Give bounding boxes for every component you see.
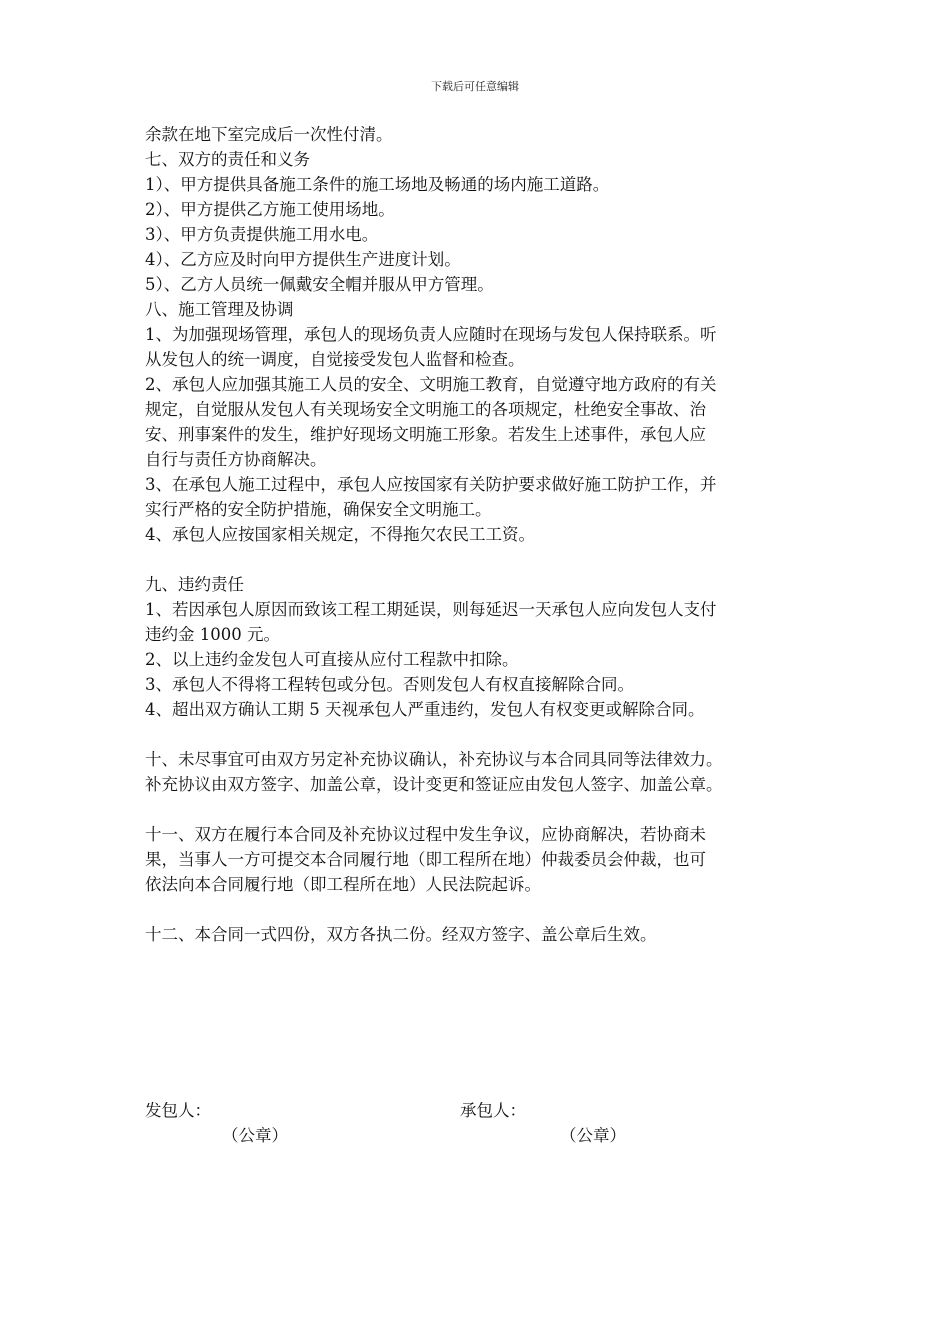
text-line: 七、双方的责任和义务	[145, 150, 310, 169]
text-line: 5）、乙方人员统一佩戴安全帽并服从甲方管理。	[145, 275, 494, 294]
text-line: 十二、本合同一式四份，双方各执二份。经双方签字、盖公章后生效。	[145, 925, 657, 944]
text-line: 3、在承包人施工过程中，承包人应按国家有关防护要求做好施工防护工作，并	[145, 475, 717, 494]
text-line: 4、承包人应按国家相关规定，不得拖欠农民工工资。	[145, 525, 535, 544]
text-line: 3）、甲方负责提供施工用水电。	[145, 225, 379, 244]
text-line: 补充协议由双方签字、加盖公章，设计变更和签证应由发包人签字、加盖公章。	[145, 775, 723, 794]
blank-line	[145, 897, 825, 922]
text-line: 十一、双方在履行本合同及补充协议过程中发生争议，应协商解决，若协商未	[145, 825, 706, 844]
text-line: 2）、甲方提供乙方施工使用场地。	[145, 200, 395, 219]
text-line: 4）、乙方应及时向甲方提供生产进度计划。	[145, 250, 461, 269]
text-line: 4、超出双方确认工期 5 天视承包人严重违约，发包人有权变更或解除合同。	[145, 700, 705, 719]
text-line: 3、承包人不得将工程转包或分包。否则发包人有权直接解除合同。	[145, 675, 634, 694]
text-line: 从发包人的统一调度，自觉接受发包人监督和检查。	[145, 350, 525, 369]
text-line: 1、为加强现场管理，承包人的现场负责人应随时在现场与发包人保持联系。听	[145, 325, 717, 344]
blank-line	[145, 547, 825, 572]
party-a-label: 发包人：	[145, 1101, 211, 1120]
text-line: 实行严格的安全防护措施，确保安全文明施工。	[145, 500, 492, 519]
text-line: 2、以上违约金发包人可直接从应付工程款中扣除。	[145, 650, 519, 669]
text-line: 自行与责任方协商解决。	[145, 450, 327, 469]
text-line: 2、承包人应加强其施工人员的安全、文明施工教育，自觉遵守地方政府的有关	[145, 375, 717, 394]
text-line: 安、刑事案件的发生，维护好现场文明施工形象。若发生上述事件，承包人应	[145, 425, 706, 444]
blank-line	[145, 722, 825, 747]
text-line: 违约金 1000 元。	[145, 625, 280, 644]
text-line: 规定，自觉服从发包人有关现场安全文明施工的各项规定，杜绝安全事故、治	[145, 400, 706, 419]
download-note: 下载后可任意编辑	[431, 80, 519, 93]
text-line: 依法向本合同履行地（即工程所在地）人民法院起诉。	[145, 875, 541, 894]
contract-body	[145, 122, 825, 947]
party-b-label: 承包人：	[460, 1101, 526, 1120]
blank-line	[145, 797, 825, 822]
text-line: 1、若因承包人原因而致该工程工期延误，则每延迟一天承包人应向发包人支付	[145, 600, 717, 619]
text-line: 果，当事人一方可提交本合同履行地（即工程所在地）仲裁委员会仲裁，也可	[145, 850, 706, 869]
text-line: 余款在地下室完成后一次性付清。	[145, 125, 393, 144]
text-line: 八、施工管理及协调	[145, 300, 294, 319]
text-line: 十、未尽事宜可由双方另定补充协议确认，补充协议与本合同具同等法律效力。	[145, 750, 723, 769]
text-line: 九、违约责任	[145, 575, 244, 594]
party-b-seal: （公章）	[560, 1126, 626, 1145]
party-a-seal: （公章）	[222, 1126, 288, 1145]
text-line: 1）、甲方提供具备施工条件的施工场地及畅通的场内施工道路。	[145, 175, 610, 194]
